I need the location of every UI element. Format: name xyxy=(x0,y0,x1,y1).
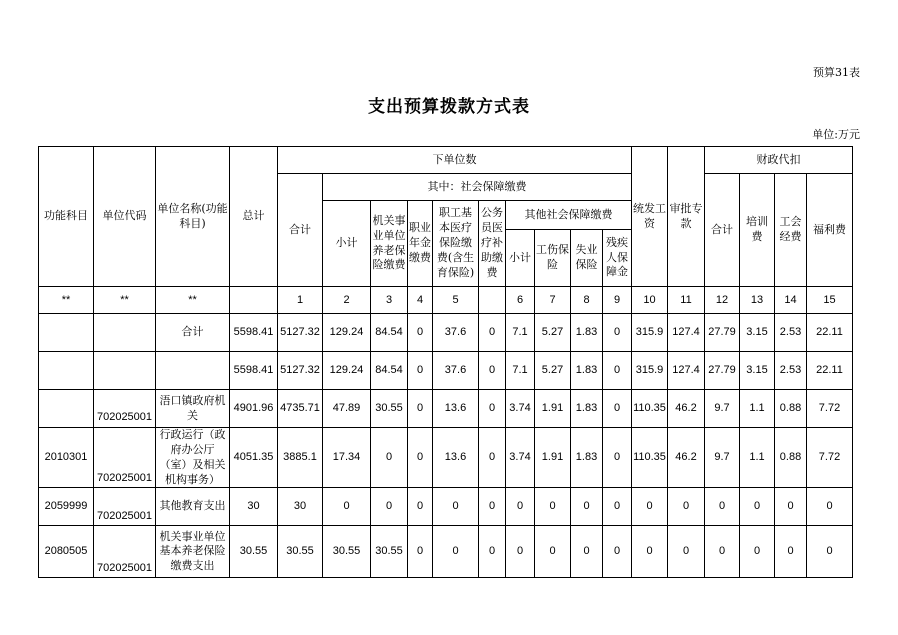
value-cell: 0 xyxy=(603,488,632,526)
value-cell: 1.1 xyxy=(740,428,775,488)
value-cell: 0 xyxy=(408,390,433,428)
header-shenpi: 审批专款 xyxy=(668,147,705,287)
value-cell: 5598.41 xyxy=(230,314,278,352)
index-cell: ** xyxy=(94,287,156,314)
header-total: 总计 xyxy=(230,147,278,287)
func-code-cell xyxy=(39,352,94,390)
value-cell: 0 xyxy=(632,526,668,578)
value-cell: 0 xyxy=(740,526,775,578)
value-cell: 1.91 xyxy=(535,390,571,428)
header-pension: 机关事业单位养老保险缴费 xyxy=(371,201,408,287)
unit-name-cell: 机关事业单位基本养老保险缴费支出 xyxy=(156,526,230,578)
index-cell: 12 xyxy=(705,287,740,314)
func-code-cell: 2010301 xyxy=(39,428,94,488)
header-unit-name: 单位名称(功能科目) xyxy=(156,147,230,287)
unit-code-cell: 702025001 xyxy=(94,488,156,526)
unit-code-cell xyxy=(94,352,156,390)
value-cell: 127.4 xyxy=(668,352,705,390)
value-cell: 0 xyxy=(371,428,408,488)
value-cell: 7.72 xyxy=(807,390,853,428)
index-row xyxy=(39,287,853,314)
unit-name-cell: 合计 xyxy=(156,314,230,352)
unit-code-cell xyxy=(94,314,156,352)
value-cell: 0 xyxy=(775,526,807,578)
value-cell: 30 xyxy=(278,488,323,526)
value-cell: 4901.96 xyxy=(230,390,278,428)
index-cell: 15 xyxy=(807,287,853,314)
value-cell: 0 xyxy=(479,352,506,390)
value-cell: 0 xyxy=(705,526,740,578)
value-cell: 84.54 xyxy=(371,314,408,352)
value-cell: 0 xyxy=(479,428,506,488)
value-cell: 0 xyxy=(775,488,807,526)
value-cell: 0 xyxy=(535,488,571,526)
table-row xyxy=(39,352,853,390)
value-cell: 0 xyxy=(807,488,853,526)
value-cell: 30.55 xyxy=(371,526,408,578)
value-cell: 84.54 xyxy=(371,352,408,390)
index-cell: 6 xyxy=(506,287,535,314)
table-row xyxy=(39,526,853,578)
value-cell: 315.9 xyxy=(632,314,668,352)
value-cell: 0 xyxy=(807,526,853,578)
value-cell: 30.55 xyxy=(278,526,323,578)
value-cell: 1.1 xyxy=(740,390,775,428)
index-cell: 4 xyxy=(408,287,433,314)
value-cell: 0 xyxy=(408,314,433,352)
value-cell: 4051.35 xyxy=(230,428,278,488)
value-cell: 0 xyxy=(603,428,632,488)
page-number: 预算31表 xyxy=(813,66,860,79)
value-cell: 0 xyxy=(371,488,408,526)
header-xiaoji: 小计 xyxy=(323,201,371,287)
header-civil-med: 公务员医疗补助缴费 xyxy=(479,201,506,287)
header-other-social: 其他社会保障缴费 xyxy=(506,201,632,230)
func-code-cell: 2080505 xyxy=(39,526,94,578)
unit-code-cell: 702025001 xyxy=(94,428,156,488)
value-cell: 17.34 xyxy=(323,428,371,488)
value-cell: 5598.41 xyxy=(230,352,278,390)
value-cell: 0 xyxy=(668,488,705,526)
index-cell: 11 xyxy=(668,287,705,314)
unit-name-cell: 浯口镇政府机关 xyxy=(156,390,230,428)
value-cell: 0 xyxy=(433,488,479,526)
value-cell: 0 xyxy=(479,314,506,352)
value-cell: 46.2 xyxy=(668,390,705,428)
table-row xyxy=(39,314,853,352)
value-cell: 0 xyxy=(571,488,603,526)
header-injury: 工伤保险 xyxy=(535,230,571,287)
header-unit-code: 单位代码 xyxy=(94,147,156,287)
value-cell: 7.1 xyxy=(506,352,535,390)
value-cell: 27.79 xyxy=(705,352,740,390)
index-cell: 9 xyxy=(603,287,632,314)
index-cell: 1 xyxy=(278,287,323,314)
value-cell: 0.88 xyxy=(775,390,807,428)
index-cell: 10 xyxy=(632,287,668,314)
value-cell: 0 xyxy=(740,488,775,526)
table-row xyxy=(39,390,853,428)
header-medical: 职工基本医疗保险缴费(含生育保险) xyxy=(433,201,479,287)
value-cell: 2.53 xyxy=(775,352,807,390)
value-cell: 37.6 xyxy=(433,352,479,390)
value-cell: 0 xyxy=(479,488,506,526)
index-cell xyxy=(479,287,506,314)
value-cell: 127.4 xyxy=(668,314,705,352)
value-cell: 1.83 xyxy=(571,428,603,488)
index-cell: 8 xyxy=(571,287,603,314)
value-cell: 3.74 xyxy=(506,428,535,488)
value-cell: 1.83 xyxy=(571,314,603,352)
value-cell: 3.15 xyxy=(740,352,775,390)
value-cell: 315.9 xyxy=(632,352,668,390)
value-cell: 0 xyxy=(603,390,632,428)
value-cell: 0 xyxy=(705,488,740,526)
value-cell: 0 xyxy=(479,526,506,578)
value-cell: 5.27 xyxy=(535,314,571,352)
header-heji: 合计 xyxy=(278,174,323,287)
value-cell: 22.11 xyxy=(807,352,853,390)
value-cell: 0 xyxy=(408,488,433,526)
value-cell: 5.27 xyxy=(535,352,571,390)
value-cell: 30.55 xyxy=(230,526,278,578)
value-cell: 1.91 xyxy=(535,428,571,488)
index-cell: 3 xyxy=(371,287,408,314)
header-welfare: 福利费 xyxy=(807,174,853,287)
table-row xyxy=(39,428,853,488)
value-cell: 4735.71 xyxy=(278,390,323,428)
header-annuity: 职业年金缴费 xyxy=(408,201,433,287)
value-cell: 110.35 xyxy=(632,390,668,428)
value-cell: 30 xyxy=(230,488,278,526)
budget-table xyxy=(38,146,853,578)
value-cell: 129.24 xyxy=(323,314,371,352)
value-cell: 0 xyxy=(603,314,632,352)
header-func-code: 功能科目 xyxy=(39,147,94,287)
value-cell: 3.74 xyxy=(506,390,535,428)
table-row xyxy=(39,488,853,526)
value-cell: 27.79 xyxy=(705,314,740,352)
header-tongfa: 统发工资 xyxy=(632,147,668,287)
header-disabled: 残疾人保障金 xyxy=(603,230,632,287)
value-cell: 7.1 xyxy=(506,314,535,352)
value-cell: 37.6 xyxy=(433,314,479,352)
value-cell: 1.83 xyxy=(571,352,603,390)
header-o-xiaoji: 小计 xyxy=(506,230,535,287)
header-union: 工会经费 xyxy=(775,174,807,287)
index-cell xyxy=(230,287,278,314)
header-unemploy: 失业保险 xyxy=(571,230,603,287)
value-cell: 0 xyxy=(535,526,571,578)
value-cell: 9.7 xyxy=(705,428,740,488)
header-social-security: 其中：社会保障缴费 xyxy=(323,174,632,201)
value-cell: 0 xyxy=(603,352,632,390)
index-cell: 14 xyxy=(775,287,807,314)
unit-code-cell: 702025001 xyxy=(94,526,156,578)
value-cell: 5127.32 xyxy=(278,352,323,390)
value-cell: 0 xyxy=(603,526,632,578)
value-cell: 0 xyxy=(571,526,603,578)
unit-name-cell: 其他教育支出 xyxy=(156,488,230,526)
value-cell: 0 xyxy=(506,488,535,526)
value-cell: 0 xyxy=(668,526,705,578)
unit-code-cell: 702025001 xyxy=(94,390,156,428)
unit-name-cell: 行政运行（政府办公厅（室）及相关机构事务） xyxy=(156,428,230,488)
header-f-heji: 合计 xyxy=(705,174,740,287)
page-title: 支出预算拨款方式表 xyxy=(368,97,530,117)
header-training: 培训费 xyxy=(740,174,775,287)
value-cell: 1.83 xyxy=(571,390,603,428)
value-cell: 46.2 xyxy=(668,428,705,488)
value-cell: 0.88 xyxy=(775,428,807,488)
value-cell: 30.55 xyxy=(371,390,408,428)
index-cell: 7 xyxy=(535,287,571,314)
value-cell: 129.24 xyxy=(323,352,371,390)
value-cell: 30.55 xyxy=(323,526,371,578)
value-cell: 0 xyxy=(506,526,535,578)
value-cell: 13.6 xyxy=(433,428,479,488)
value-cell: 0 xyxy=(408,526,433,578)
func-code-cell xyxy=(39,314,94,352)
func-code-cell: 2059999 xyxy=(39,488,94,526)
value-cell: 0 xyxy=(408,428,433,488)
value-cell: 9.7 xyxy=(705,390,740,428)
unit-name-cell xyxy=(156,352,230,390)
func-code-cell xyxy=(39,390,94,428)
value-cell: 5127.32 xyxy=(278,314,323,352)
value-cell: 22.11 xyxy=(807,314,853,352)
unit-label: 单位:万元 xyxy=(812,128,860,141)
value-cell: 110.35 xyxy=(632,428,668,488)
index-cell: ** xyxy=(156,287,230,314)
value-cell: 0 xyxy=(632,488,668,526)
value-cell: 2.53 xyxy=(775,314,807,352)
index-cell: 13 xyxy=(740,287,775,314)
value-cell: 0 xyxy=(323,488,371,526)
index-cell: 5 xyxy=(433,287,479,314)
value-cell: 3.15 xyxy=(740,314,775,352)
index-cell: 2 xyxy=(323,287,371,314)
value-cell: 0 xyxy=(479,390,506,428)
value-cell: 0 xyxy=(433,526,479,578)
header-lower-units: 下单位数 xyxy=(278,147,632,174)
value-cell: 0 xyxy=(408,352,433,390)
value-cell: 13.6 xyxy=(433,390,479,428)
value-cell: 47.89 xyxy=(323,390,371,428)
index-cell: ** xyxy=(39,287,94,314)
value-cell: 3885.1 xyxy=(278,428,323,488)
value-cell: 7.72 xyxy=(807,428,853,488)
header-finance: 财政代扣 xyxy=(705,147,853,174)
